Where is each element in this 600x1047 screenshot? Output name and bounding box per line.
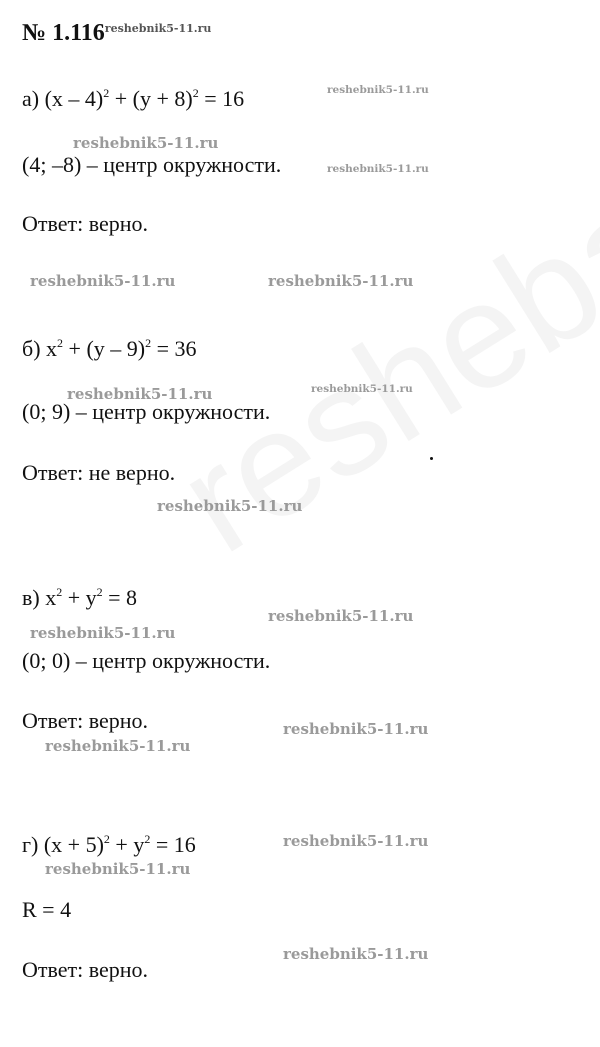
watermark: reshebnik5-11.ru	[327, 163, 429, 175]
watermark: reshebnik5-11.ru	[268, 272, 414, 290]
answer-a: Ответ: верно.	[22, 211, 149, 236]
watermark: reshebnik5-11.ru	[283, 945, 429, 963]
watermark: reshebnik5-11.ru	[45, 737, 191, 755]
problem-title	[22, 20, 211, 47]
watermark: reshebnik5-11.ru	[67, 385, 213, 403]
equation-a-text: $(x - 4)^2 + (y + 8)^2 = 16$	[44, 86, 245, 111]
center-a: (4; –8) – центр окружности.	[22, 152, 282, 177]
section-prefix-v: в)	[22, 585, 40, 610]
center-b: (0; 9) – центр окружности.	[22, 399, 271, 424]
section-prefix-g: г)	[22, 832, 39, 857]
equation-v-text: $x^2 + y^2 = 8$	[45, 585, 138, 610]
answer-v: Ответ: верно.	[22, 708, 149, 733]
header-watermark: reshebnik5-11.ru	[104, 22, 212, 35]
problem-number: № 1.116	[22, 20, 105, 46]
watermark: reshebnik5-11.ru	[268, 607, 414, 625]
equation-a	[22, 86, 244, 112]
section-prefix-b: б)	[22, 336, 41, 361]
watermark: reshebnik5-11.ru	[327, 84, 429, 96]
section-prefix-a: а)	[22, 86, 40, 111]
watermark: reshebnik5-11.ru	[45, 860, 191, 878]
equation-g	[22, 832, 196, 858]
equation-b	[22, 336, 197, 362]
equation-b-text: $x^2 + (y - 9)^2 = 36$	[46, 336, 197, 361]
watermark: reshebnik5-11.ru	[283, 832, 429, 850]
watermark: reshebnik5-11.ru	[30, 624, 176, 642]
watermark: reshebnik5-11.ru	[283, 720, 429, 738]
watermark: reshebnik5-11.ru	[157, 497, 303, 515]
radius-g: R = 4	[22, 897, 72, 922]
answer-g: Ответ: верно.	[22, 957, 149, 982]
answer-b: Ответ: не верно.	[22, 460, 176, 485]
stray-dot	[430, 457, 433, 460]
watermark: reshebnik5-11.ru	[311, 383, 413, 395]
equation-g-text: $(x + 5)^2 + y^2 = 16$	[43, 832, 196, 857]
center-v: (0; 0) – центр окружности.	[22, 648, 271, 673]
watermark: reshebnik5-11.ru	[30, 272, 176, 290]
equation-v	[22, 585, 137, 611]
watermark: reshebnik5-11.ru	[73, 134, 219, 152]
